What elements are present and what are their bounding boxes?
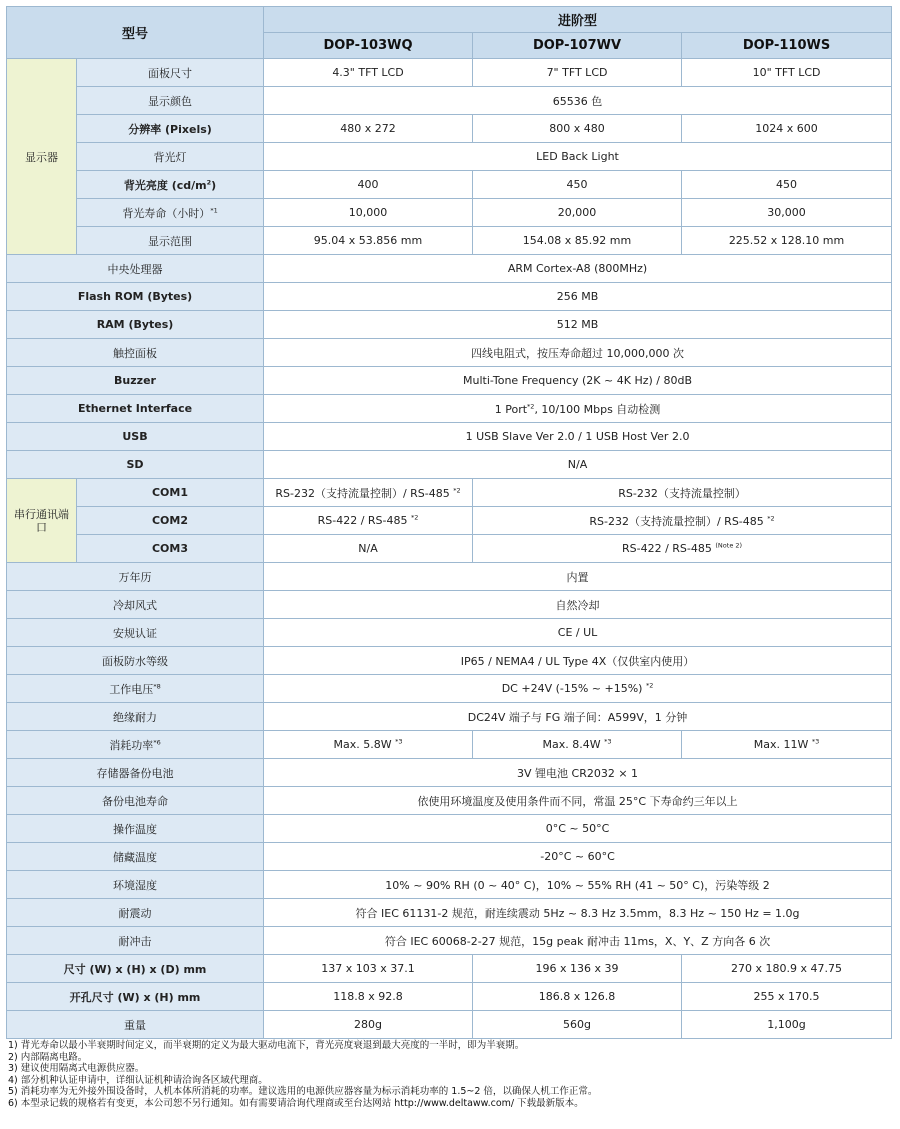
row-label-text: 显示颜色	[148, 94, 192, 108]
value-cell	[264, 479, 473, 507]
value-cell-merged	[264, 647, 892, 675]
value-text: RS-422 / RS-485	[622, 542, 712, 555]
model-name: DOP-103WQ	[264, 33, 473, 59]
row-label-text: COM2	[151, 514, 189, 527]
row-label	[77, 115, 264, 143]
row-label-text: 消耗功率	[109, 738, 154, 752]
value-text: 95.04 x 53.856 mm	[313, 234, 423, 247]
value-cell-merged	[264, 423, 892, 451]
serial-port-label	[77, 479, 264, 507]
row-label-text: 背光灯	[153, 150, 187, 164]
value-cell	[682, 1011, 892, 1039]
row-label	[7, 899, 264, 927]
value-text: 10" TFT LCD	[752, 66, 821, 79]
serial-port-label	[77, 507, 264, 535]
spec-row	[7, 647, 892, 675]
value-cell	[682, 199, 892, 227]
footnote-marker: *3	[811, 737, 820, 746]
spec-row	[7, 843, 892, 871]
value-text: 10,000	[348, 206, 388, 219]
footnote-marker: *2	[645, 681, 654, 690]
spec-row	[7, 787, 892, 815]
value-text: 10% ~ 90% RH (0 ~ 40° C)，10% ~ 55% RH (41 ~ 50° C)，污染等级 2	[385, 878, 770, 892]
value-text: 符合 IEC 61131-2 规范，耐连续震动 5Hz ~ 8.3 Hz 3.5mm，8.3 Hz ~ 150 Hz = 1.0g	[355, 906, 800, 920]
value-text: 196 x 136 x 39	[535, 962, 619, 975]
value-cell	[473, 955, 682, 983]
spec-table-body	[7, 7, 892, 1039]
row-label-text: SD	[126, 458, 144, 471]
value-text: 65536 色	[552, 94, 603, 108]
spec-row	[7, 59, 892, 87]
row-label	[77, 87, 264, 115]
value-cell	[473, 199, 682, 227]
value-cell-merged	[264, 619, 892, 647]
value-text: 255 x 170.5	[753, 990, 820, 1003]
value-text: 280g	[354, 1018, 382, 1031]
value-cell	[264, 731, 473, 759]
value-cell-merged	[264, 283, 892, 311]
value-cell	[473, 1011, 682, 1039]
spec-row	[7, 871, 892, 899]
value-text: IP65 / NEMA4 / UL Type 4X（仅供室内使用）	[460, 654, 695, 668]
model-name: DOP-107WV	[473, 33, 682, 59]
row-label	[7, 311, 264, 339]
row-label-text: Flash ROM (Bytes)	[77, 290, 193, 303]
value-cell-merged	[264, 143, 892, 171]
row-label	[7, 815, 264, 843]
row-label-text: 显示范围	[148, 234, 192, 248]
value-cell	[682, 227, 892, 255]
row-label	[7, 647, 264, 675]
value-cell-merged	[264, 367, 892, 395]
row-label-text: 安规认证	[113, 626, 157, 640]
spec-row	[7, 171, 892, 199]
row-label	[7, 423, 264, 451]
row-label-text: 存储器备份电池	[96, 766, 174, 780]
row-label-text: 储藏温度	[113, 850, 157, 864]
spec-row	[7, 115, 892, 143]
serial-port-label	[77, 535, 264, 563]
value-text: 1024 x 600	[755, 122, 818, 135]
spec-row	[7, 423, 892, 451]
value-text: 1,100g	[767, 1018, 806, 1031]
row-label	[7, 619, 264, 647]
value-cell	[264, 983, 473, 1011]
value-cell	[264, 115, 473, 143]
spec-row	[7, 759, 892, 787]
spec-row	[7, 367, 892, 395]
value-cell-merged	[264, 563, 892, 591]
spec-row	[7, 983, 892, 1011]
value-text: RS-232（支持流量控制）	[618, 486, 746, 500]
value-text: 560g	[563, 1018, 591, 1031]
value-cell-merged	[264, 591, 892, 619]
value-text: 400	[357, 178, 379, 191]
row-label-text: 尺寸 (W) x (H) x (D) mm	[63, 962, 207, 976]
value-text: 450	[566, 178, 588, 191]
value-cell-merged	[264, 843, 892, 871]
value-cell-merged	[264, 339, 892, 367]
value-text: 118.8 x 92.8	[333, 990, 403, 1003]
spec-row	[7, 535, 892, 563]
spec-row	[7, 451, 892, 479]
row-label-text: 重量	[124, 1018, 146, 1032]
value-cell-merged	[264, 871, 892, 899]
value-text: 30,000	[767, 206, 806, 219]
model-header: 型号	[7, 7, 264, 59]
row-label	[7, 731, 264, 759]
spec-table	[6, 6, 892, 1039]
value-cell	[264, 59, 473, 87]
value-text: CE / UL	[557, 626, 598, 639]
value-cell	[264, 199, 473, 227]
row-label-text: Buzzer	[114, 374, 156, 387]
value-text: 450	[776, 178, 798, 191]
row-label	[7, 703, 264, 731]
row-label-text: 冷却风式	[113, 598, 157, 612]
footnote-line: 2) 内部隔离电路。	[8, 1051, 88, 1063]
value-text: DC24V 端子与 FG 端子间：A599V，1 分钟	[467, 710, 688, 724]
value-cell-merged	[264, 815, 892, 843]
value-text: RS-232（支持流量控制）/ RS-485	[589, 514, 764, 528]
row-label-text: RAM (Bytes)	[96, 318, 174, 331]
spec-row	[7, 507, 892, 535]
row-label	[7, 283, 264, 311]
row-label	[7, 1011, 264, 1039]
value-text: RS-232（支持流量控制）/ RS-485	[275, 486, 450, 500]
value-text: 四线电阻式，按压寿命超过 10,000,000 次	[471, 346, 685, 360]
value-cell-merged	[264, 787, 892, 815]
model-name: DOP-110WS	[682, 33, 892, 59]
header-row-series	[7, 7, 892, 33]
spec-row	[7, 227, 892, 255]
value-cell	[473, 59, 682, 87]
spec-row	[7, 675, 892, 703]
value-text: Max. 11W	[753, 738, 809, 751]
footnote-marker: (Note 2)	[715, 541, 743, 550]
value-text: 154.08 x 85.92 mm	[522, 234, 632, 247]
value-text: 1 Port	[494, 402, 528, 416]
value-cell-merged	[264, 395, 892, 423]
value-cell	[682, 983, 892, 1011]
row-label	[7, 927, 264, 955]
value-cell-merged	[264, 451, 892, 479]
spec-row	[7, 619, 892, 647]
row-label-text: COM1	[151, 486, 189, 499]
value-text: 225.52 x 128.10 mm	[728, 234, 845, 247]
spec-row	[7, 703, 892, 731]
value-text: 186.8 x 126.8	[538, 990, 616, 1003]
value-cell	[473, 227, 682, 255]
value-text: N/A	[567, 458, 588, 471]
spec-row	[7, 283, 892, 311]
spec-row	[7, 899, 892, 927]
value-text: 内置	[566, 570, 589, 584]
row-label-text: 耐震动	[118, 906, 152, 920]
value-text: N/A	[358, 542, 378, 555]
value-text: 0°C ~ 50°C	[545, 822, 610, 835]
value-cell	[682, 115, 892, 143]
row-label	[7, 983, 264, 1011]
spec-row	[7, 591, 892, 619]
value-text: Max. 8.4W	[542, 738, 601, 751]
value-text: DC +24V (-15% ~ +15%)	[501, 682, 643, 695]
row-label	[7, 871, 264, 899]
row-label	[7, 955, 264, 983]
row-label-text: 背光寿命（小时）	[122, 206, 211, 220]
footnote-line: 4) 部分机种认证申请中，详细认证机种请洽询各区域代理商。	[8, 1074, 268, 1086]
footnote-line: 3) 建议使用隔离式电源供应器。	[8, 1063, 145, 1075]
footnote-marker: *2	[527, 401, 535, 410]
row-label-text: 绝缘耐力	[113, 710, 157, 724]
value-cell-merged	[264, 927, 892, 955]
value-text: 256 MB	[556, 290, 599, 303]
spec-row	[7, 927, 892, 955]
value-cell-merged	[264, 87, 892, 115]
spec-row	[7, 815, 892, 843]
value-text: LED Back Light	[536, 150, 619, 163]
spec-row	[7, 563, 892, 591]
value-text: 800 x 480	[549, 122, 605, 135]
value-text: Max. 5.8W	[333, 738, 392, 751]
value-cell	[682, 955, 892, 983]
footnote-marker: *3	[395, 737, 403, 746]
value-text: 符合 IEC 60068-2-27 规范，15g peak 耐冲击 11ms，X、Y、Z 方向各 6 次	[384, 934, 771, 948]
row-label-text: 背光亮度 (cd/m	[123, 178, 207, 192]
value-cell	[473, 171, 682, 199]
value-cell-merged	[264, 675, 892, 703]
footnote-marker: *2	[411, 513, 419, 522]
spec-row	[7, 731, 892, 759]
value-cell-merged	[264, 311, 892, 339]
value-text: 20,000	[557, 206, 597, 219]
value-cell	[682, 171, 892, 199]
row-label	[7, 591, 264, 619]
row-label	[77, 199, 264, 227]
row-label-text: 面板尺寸	[148, 66, 192, 80]
value-text: 512 MB	[556, 318, 599, 331]
value-cell	[264, 171, 473, 199]
row-label	[77, 59, 264, 87]
row-label-text: 中央处理器	[107, 262, 163, 276]
group-label-serial	[7, 479, 77, 563]
row-label	[7, 255, 264, 283]
footnote-line: 1) 背光寿命以最小半衰期时间定义，而半衰期的定义为最大驱动电流下，背光亮度衰退到最大亮度的一半时，即为半衰期。	[8, 1040, 525, 1051]
spec-row	[7, 1011, 892, 1039]
value-text: 270 x 180.9 x 47.75	[731, 962, 843, 975]
value-cell	[264, 955, 473, 983]
row-label-text: 开孔尺寸 (W) x (H) mm	[69, 990, 201, 1004]
row-label	[77, 227, 264, 255]
spec-row	[7, 339, 892, 367]
row-label-text: 环境湿度	[113, 878, 157, 892]
value-cell-merged	[264, 703, 892, 731]
value-cell	[682, 59, 892, 87]
row-label	[7, 367, 264, 395]
spec-row	[7, 255, 892, 283]
row-label-text: 万年历	[118, 570, 152, 584]
row-label-text: )	[211, 178, 217, 192]
row-label-text: USB	[122, 430, 148, 443]
row-label	[77, 143, 264, 171]
row-label	[7, 675, 264, 703]
row-label-text: 面板防水等级	[102, 654, 168, 668]
value-cell-merged	[264, 255, 892, 283]
row-label-text: COM3	[151, 542, 189, 555]
footnotes	[8, 1040, 893, 1110]
row-label-text: Ethernet Interface	[77, 402, 193, 415]
value-text: , 10/100 Mbps 自动检测	[534, 402, 661, 416]
row-label	[77, 171, 264, 199]
row-label	[7, 395, 264, 423]
row-label-text: 操作温度	[113, 822, 157, 836]
spec-row	[7, 87, 892, 115]
footnote-marker: *3	[604, 737, 612, 746]
series-header: 进阶型	[264, 7, 892, 33]
value-cell	[682, 731, 892, 759]
group-label-display: 显示器	[7, 59, 77, 255]
value-text: 480 x 272	[340, 122, 396, 135]
value-text: Multi-Tone Frequency (2K ~ 4K Hz) / 80dB	[463, 374, 693, 387]
footnote-marker: *2	[767, 513, 775, 522]
spec-row	[7, 311, 892, 339]
row-label	[7, 339, 264, 367]
footnote-marker: *2	[453, 485, 461, 494]
spec-row	[7, 479, 892, 507]
value-cell	[473, 983, 682, 1011]
value-text: 3V 锂电池 CR2032 × 1	[517, 766, 639, 780]
group-label-text: 串行通讯端口	[14, 507, 69, 534]
value-text: ARM Cortex-A8 (800MHz)	[507, 262, 648, 275]
value-cell-merged	[473, 507, 892, 535]
value-cell	[264, 1011, 473, 1039]
footnote-line: 5) 消耗功率为无外接外围设备时，人机本体所消耗的功率。建议选用的电源供应器容量为标示消耗功率的 1.5~2 倍，以确保人机工作正常。	[8, 1086, 598, 1098]
value-cell	[264, 507, 473, 535]
value-cell-merged	[473, 535, 892, 563]
value-text: 依使用环境温度及使用条件而不同，常温 25°C 下寿命约三年以上	[417, 794, 738, 808]
footnote-marker: *6	[153, 737, 161, 746]
spec-row	[7, 199, 892, 227]
value-cell-merged	[264, 759, 892, 787]
row-label	[7, 843, 264, 871]
value-cell	[264, 535, 473, 563]
footnote-marker: *8	[153, 681, 161, 690]
spec-row	[7, 955, 892, 983]
spec-row	[7, 395, 892, 423]
row-label	[7, 451, 264, 479]
row-label	[7, 787, 264, 815]
value-text: 自然冷却	[555, 598, 600, 612]
value-text: 1 USB Slave Ver 2.0 / 1 USB Host Ver 2.0	[465, 430, 690, 443]
value-text: RS-422 / RS-485	[317, 514, 408, 527]
value-cell	[264, 227, 473, 255]
value-cell	[473, 115, 682, 143]
row-label	[7, 759, 264, 787]
footnote-line: 6) 本型录记载的规格若有变更，本公司恕不另行通知。如有需要请洽询代理商或至台达网站 http://www.deltaww.com/ 下载最新版本。	[8, 1097, 584, 1109]
value-cell-merged	[264, 899, 892, 927]
footnote-marker: 2	[206, 177, 212, 186]
value-cell-merged	[473, 479, 892, 507]
row-label-text: 工作电压	[109, 682, 154, 696]
row-label	[7, 563, 264, 591]
value-text: 7" TFT LCD	[546, 66, 608, 79]
row-label-text: 分辨率 (Pixels)	[128, 122, 212, 136]
value-text: 4.3" TFT LCD	[332, 66, 404, 79]
row-label-text: 耐冲击	[118, 934, 152, 948]
row-label-text: 备份电池寿命	[102, 794, 168, 808]
value-text: 137 x 103 x 37.1	[321, 962, 415, 975]
footnote-marker: *1	[210, 205, 218, 214]
value-text: -20°C ~ 60°C	[540, 850, 615, 863]
value-cell	[473, 731, 682, 759]
row-label-text: 触控面板	[113, 346, 157, 360]
spec-row	[7, 143, 892, 171]
